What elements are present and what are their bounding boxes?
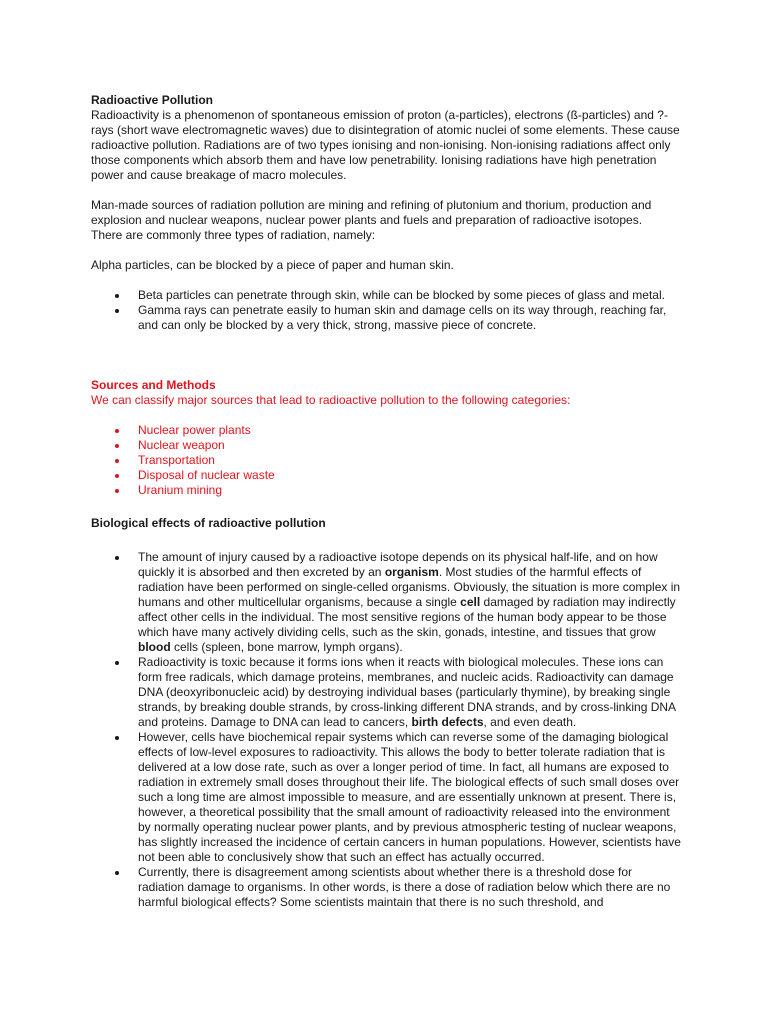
list-item: However, cells have biochemical repair systems which can reverse some of the damaging biological effects of low-level exposures to radioactivity. This allows the body to better tolerate radiation that is delivered at a low dose rate, such as over a longer period of time. In fact, all humans are exposed to radiation in extremely small doses throughout their life. The biological effects of such small doses over such a long time are almost impossible to measure, and are essentially unknown at present. There is, however, a theoretical possibility that the small amount of radioactivity released into the environment by normally operating nuclear power plants, and by previous atmospheric testing of nuclear weapons, has slightly increased the incidence of certain cancers in human populations. However, scientists have not been able to conclusively show that such an effect has actually occurred. [91, 730, 681, 865]
list-item: Nuclear power plants [91, 423, 681, 438]
keyword-organism: organism [384, 565, 439, 579]
alpha-particles-paragraph: Alpha particles, can be blocked by a piece of paper and human skin. [91, 258, 454, 272]
man-made-sources-paragraph: Man-made sources of radiation pollution are mining and refining of plutonium and thorium, production and explosion and nuclear weapons, nuclear power plants and fuels and preparation of radioactive isotopes. [91, 198, 652, 227]
radiation-types-list [91, 288, 681, 333]
intro-paragraph: Radioactivity is a phenomenon of spontaneous emission of proton (a-particles), electrons (ß-particles) and ?-rays (short wave electromagnetic waves) due to disintegration of atomic nuclei of some elements. These cause radioactive pollution. Radiations are of two types ionising and non-ionising. Non-ionising radiations affect only those components which absorb them and have low penetrability. Ionising radiations have high penetration power and cause breakage of macro molecules. [91, 108, 680, 182]
list-item: Currently, there is disagreement among scientists about whether there is a threshold dose for radiation damage to organisms. In other words, is there a dose of radiation below which there are no harmful biological effects? Some scientists maintain that there is no such threshold, and [91, 865, 681, 910]
radiation-types-paragraph: There are commonly three types of radiation, namely: [91, 228, 376, 242]
section-title-sources-and-methods: Sources and Methods [91, 378, 216, 392]
list-item: Beta particles can penetrate through skin, while can be blocked by some pieces of glass and metal. [91, 288, 681, 303]
keyword-blood: blood [138, 640, 171, 654]
keyword-cell: cell [460, 595, 481, 609]
list-item: Gamma rays can penetrate easily to human skin and damage cells on its way through, reaching far, and can only be blocked by a very thick, strong, massive piece of concrete. [91, 303, 681, 333]
list-item: Transportation [91, 453, 681, 468]
section-title-biological-effects: Biological effects of radioactive pollution [91, 516, 326, 530]
list-item: Uranium mining [91, 483, 681, 498]
keyword-birth-defects: birth defects [411, 715, 484, 729]
biological-effects-list [91, 550, 681, 910]
sources-list [91, 423, 681, 498]
sources-intro-paragraph: We can classify major sources that lead to radioactive pollution to the following categories: [91, 393, 571, 407]
document-body [91, 93, 681, 910]
list-item: Radioactivity is toxic because it forms ions when it reacts with biological molecules. These ions can form free radicals, which damage proteins, membranes, and nucleic acids. Radioactivity can damage DNA (deoxyribonucleic acid) by destroying individual bases (particularly thymine), by breaking single strands, by breaking double strands, by cross-linking different DNA strands, and by cross-linking DNA and proteins. Damage to DNA can lead to cancers, birth defects, and even death. [91, 655, 681, 730]
list-item: Disposal of nuclear waste [91, 468, 681, 483]
section-title-radioactive-pollution: Radioactive Pollution [91, 93, 214, 107]
list-item: The amount of injury caused by a radioactive isotope depends on its physical half-life, and on how quickly it is absorbed and then excreted by an organism. Most studies of the harmful effects of radiation have been performed on single-celled organisms. Obviously, the situation is more complex in humans and other multicellular organisms, because a single cell damaged by radiation may indirectly affect other cells in the individual. The most sensitive regions of the human body appear to be those which have many actively dividing cells, such as the skin, gonads, intestine, and tissues that grow blood cells (spleen, bone marrow, lymph organs). [91, 550, 681, 655]
list-item: Nuclear weapon [91, 438, 681, 453]
